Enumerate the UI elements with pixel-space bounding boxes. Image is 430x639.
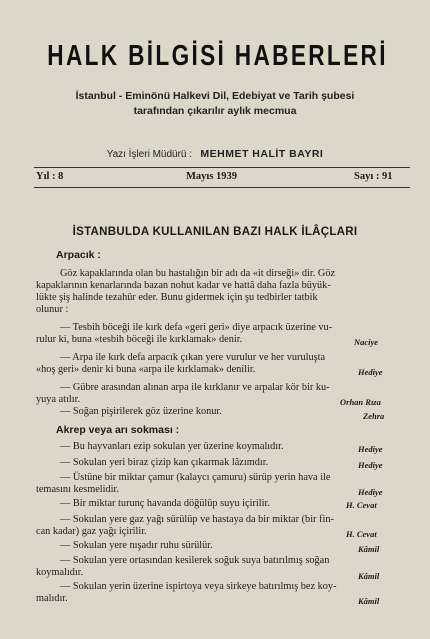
masthead-subtitle-1: İstanbul - Eminönü Halkevi Dil, Edebiyat ve Tarih şubesi	[75, 90, 355, 102]
body-line: temasını kesmelidir.	[36, 484, 119, 495]
body-line: Göz kapaklarında olan bu hastalığın bir adı da «it dirseği» dir. Göz	[60, 268, 336, 279]
editor-line	[0, 148, 430, 160]
issue-year: Yıl : 8	[36, 171, 64, 182]
body-line: koymalıdır.	[36, 567, 84, 578]
section-heading-akrep: Akrep veya arı sokması :	[56, 424, 180, 436]
attribution: Hediye	[358, 444, 383, 454]
body-line: — Soğan pişirilerek göz üzerine konur.	[60, 406, 222, 417]
body-line: — Bir miktar turunç havanda döğülüp suyu içirilir.	[60, 498, 270, 509]
body-line: — Sokulan yere gaz yağı sürülüp ve hastaya da bir miktar (bir fin-	[60, 514, 334, 525]
attribution: Hediye	[358, 367, 383, 377]
body-line: kapaklarının kenarlarında bazan nohut kadar ve hattâ daha fazla büyük-	[36, 280, 331, 291]
issue-date: Mayıs 1939	[186, 171, 238, 182]
editor-name: MEHMET HALİT BAYRI	[200, 148, 324, 160]
editor-label: Yazı İşleri Müdürü :	[106, 149, 193, 160]
issue-number: Sayı : 91	[354, 171, 393, 182]
body-line: — Sokulan yeri biraz çizip kan çıkarmak lâzımdır.	[60, 457, 269, 468]
body-line: can kadar) gaz yağı içirilir.	[36, 526, 147, 537]
body-line: — Sokulan yere nışadır ruhu sürülür.	[60, 540, 213, 551]
body-line: rulur ki, buna «tesbih böceği ile kırklamak» denir.	[36, 334, 243, 345]
body-line: — Sokulan yerin üzerine ispirtoya veya sirkeye batırılmış bez koy-	[60, 581, 337, 592]
attribution: Orhan Rıza	[340, 397, 381, 407]
masthead-subtitle-2: tarafından çıkarılır aylık mecmua	[133, 105, 297, 117]
attribution: H. Cevat	[346, 529, 377, 539]
bottom-rule	[34, 187, 410, 188]
body-line: — Sokulan yere ortasından kesilerek soğuk suya batırılmış soğan	[60, 555, 330, 566]
attribution: Hediye	[358, 460, 383, 470]
section-heading-arpacik: Arpacık :	[56, 249, 101, 261]
body-line: lükte şiş halinde tezahür eder. Bunu gidermek için şu tedbirler tatbik	[36, 292, 318, 303]
top-rule	[34, 167, 410, 168]
body-line: yuya atılır.	[36, 394, 81, 405]
body-line: «hoş geri» denir ki buna «arpa ile kırklamak» denilir.	[36, 364, 256, 375]
attribution: Naciye	[354, 337, 379, 347]
attribution: Kâmil	[358, 544, 380, 554]
body-line: malıdır.	[36, 593, 68, 604]
body-line: — Bu hayvanları ezip sokulan yer üzerine koymalıdır.	[60, 441, 284, 452]
body-line: — Arpa ile kırk defa arpacık çıkan yere vurulur ve her vuruluşta	[60, 352, 326, 363]
attribution: H. Cevat	[346, 500, 377, 510]
body-line: — Gübre arasından alınan arpa ile kırklanır ve arpalar kör bir ku-	[60, 382, 330, 393]
masthead-title: HALK BİLGİSİ HABERLERİ	[47, 40, 388, 72]
body-line: olunur :	[36, 304, 69, 315]
attribution: Kâmil	[358, 571, 380, 581]
article-title: İSTANBULDA KULLANILAN BAZI HALK İLÂÇLARI	[72, 226, 358, 238]
attribution: Kâmil	[358, 596, 380, 606]
attribution: Zehra	[363, 411, 385, 421]
body-line: — Tesbih böceği ile kırk defa «geri geri» diye arpacık üzerine vu-	[60, 322, 333, 333]
body-line: — Üstüne bir miktar çamur (kalaycı çamuru) sürüp yerin hava ile	[60, 472, 331, 483]
attribution: Hediye	[358, 487, 383, 497]
